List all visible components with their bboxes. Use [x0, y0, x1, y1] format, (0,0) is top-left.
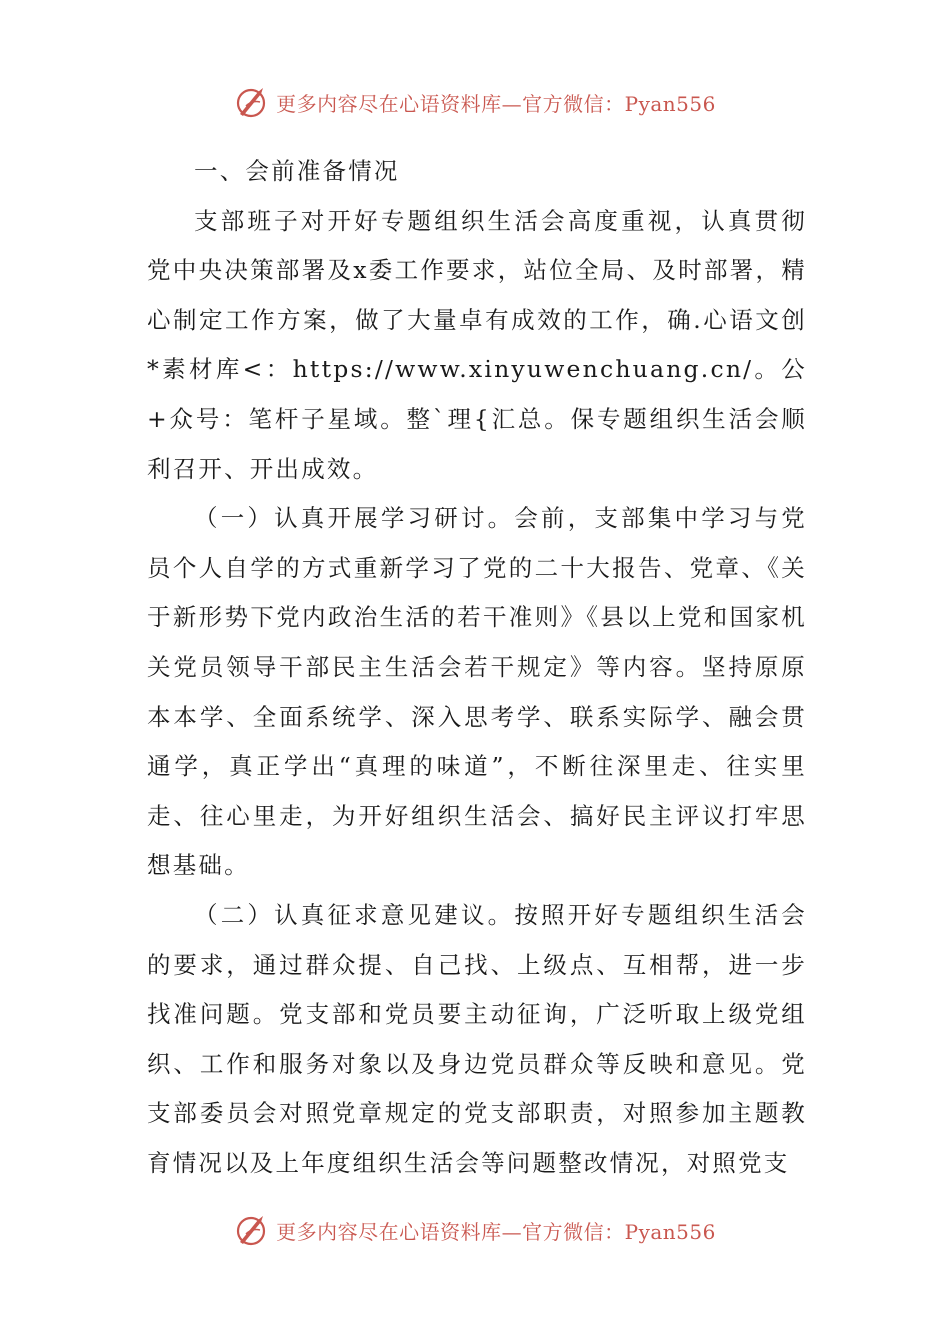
header-banner-text: 更多内容尽在心语资料库—官方微信：Pyan556	[276, 91, 716, 116]
section-heading: 一、会前准备情况	[194, 157, 400, 185]
pen-logo-icon	[234, 84, 270, 120]
paragraph: （一）认真开展学习研讨。会前，支部集中学习与党员个人自学的方式重新学习了党的二十大报告、党章、《关于新形势下党内政治生活的若干准则》《县以上党和国家机关党员领导干部民主生活会若干规定》等内容。坚持原原本本学、全面系统学、深入思考学、联系实际学、融会贯通学，真正学出“真理的味道”，不断往深里走、往实里走、往心里走，为开好组织生活会、搞好民主评议打牢思想基础。	[147, 504, 807, 880]
paragraph: （二）认真征求意见建议。按照开好专题组织生活会的要求，通过群众提、自己找、上级点、互相帮，进一步找准问题。党支部和党员要主动征询，广泛听取上级党组织、工作和服务对象以及身边党员群众等反映和意见。党支部委员会对照党章规定的党支部职责，对照参加主题教育情况以及上年度组织生活会等问题整改情况，对照党支	[147, 900, 807, 1177]
paragraph: 支部班子对开好专题组织生活会高度重视，认真贯彻党中央决策部署及x委工作要求，站位全局、及时部署，精心制定工作方案，做了大量卓有成效的工作，确.心语文创*素材库<：https://www.xinyuwenchuang.cn/。公+众号：笔杆子星域。整`理{汇总。保专题组织生活会顺利召开、开出成效。	[147, 206, 807, 483]
footer-banner	[0, 1210, 950, 1250]
pen-logo-icon	[234, 1212, 270, 1248]
footer-banner-text: 更多内容尽在心语资料库—官方微信：Pyan556	[276, 1219, 716, 1244]
document-body	[147, 147, 807, 1188]
header-banner	[0, 82, 950, 122]
